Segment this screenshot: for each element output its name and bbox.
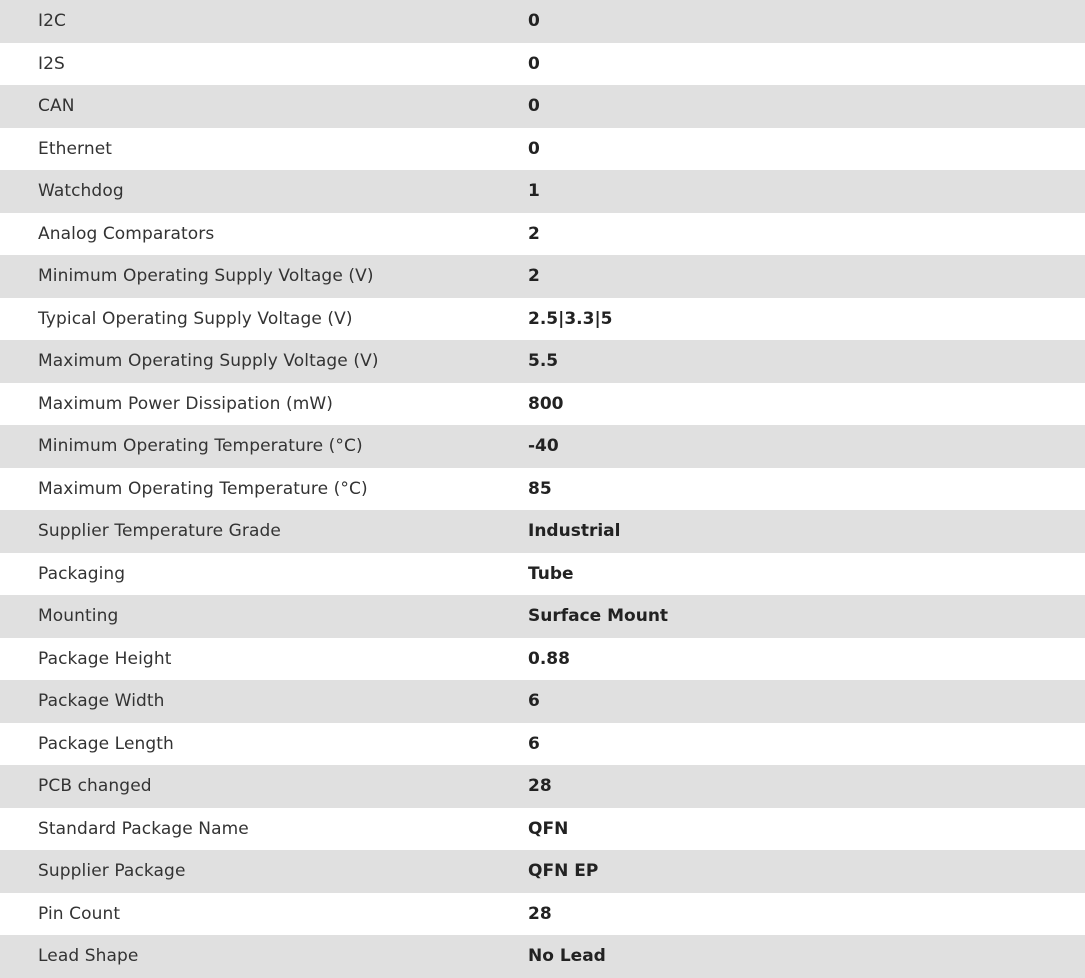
- spec-value: 1: [528, 181, 540, 202]
- spec-value: 2: [528, 266, 540, 287]
- spec-label: Package Width: [38, 691, 165, 712]
- spec-label: Maximum Power Dissipation (mW): [38, 393, 334, 414]
- spec-row-package-width: [0, 680, 1085, 723]
- spec-label: Watchdog: [38, 181, 124, 202]
- spec-row-standard-package-name: [0, 808, 1085, 851]
- spec-value: 6: [528, 691, 540, 712]
- spec-value: No Lead: [528, 946, 606, 967]
- spec-value: 28: [528, 776, 552, 797]
- spec-label: Pin Count: [38, 903, 121, 924]
- spec-value: 85: [528, 478, 552, 499]
- spec-value: 2: [528, 223, 540, 244]
- spec-row-pin-count: [0, 893, 1085, 936]
- spec-label: Analog Comparators: [38, 223, 215, 244]
- spec-row-watchdog: [0, 170, 1085, 213]
- spec-value: Surface Mount: [528, 606, 669, 627]
- spec-row-min-supply-voltage: [0, 255, 1085, 298]
- spec-label: PCB changed: [38, 776, 152, 797]
- spec-value: 800: [528, 393, 564, 414]
- spec-label: Ethernet: [38, 138, 113, 159]
- spec-row-package-height: [0, 638, 1085, 681]
- spec-label: Package Height: [38, 648, 172, 669]
- spec-row-i2s: [0, 43, 1085, 86]
- spec-value: -40: [528, 436, 559, 457]
- spec-value: 5.5: [528, 351, 559, 372]
- spec-row-max-operating-temperature: [0, 468, 1085, 511]
- spec-row-supplier-package: [0, 850, 1085, 893]
- spec-label: Minimum Operating Temperature (°C): [38, 436, 363, 457]
- spec-label: Mounting: [38, 606, 119, 627]
- spec-row-max-supply-voltage: [0, 340, 1085, 383]
- spec-value: 0.88: [528, 648, 570, 669]
- spec-row-min-operating-temperature: [0, 425, 1085, 468]
- spec-label: I2C: [38, 11, 66, 32]
- spec-row-packaging: [0, 553, 1085, 596]
- spec-row-can: [0, 85, 1085, 128]
- spec-value: 6: [528, 733, 540, 754]
- spec-value: 0: [528, 11, 540, 32]
- spec-row-mounting: [0, 595, 1085, 638]
- spec-label: Maximum Operating Supply Voltage (V): [38, 351, 379, 372]
- spec-label: Package Length: [38, 733, 174, 754]
- spec-row-package-length: [0, 723, 1085, 766]
- spec-value: 0: [528, 53, 540, 74]
- spec-value: QFN EP: [528, 861, 599, 882]
- spec-value: QFN: [528, 818, 569, 839]
- spec-row-ethernet: [0, 128, 1085, 171]
- spec-row-max-power-dissipation: [0, 383, 1085, 426]
- spec-label: Maximum Operating Temperature (°C): [38, 478, 368, 499]
- spec-row-i2c: [0, 0, 1085, 43]
- spec-row-analog-comparators: [0, 213, 1085, 256]
- spec-label: I2S: [38, 53, 65, 74]
- spec-value: 0: [528, 138, 540, 159]
- spec-label: Minimum Operating Supply Voltage (V): [38, 266, 374, 287]
- spec-label: CAN: [38, 96, 75, 117]
- spec-label: Supplier Temperature Grade: [38, 521, 281, 542]
- spec-row-supplier-temperature-grade: [0, 510, 1085, 553]
- spec-label: Typical Operating Supply Voltage (V): [38, 308, 353, 329]
- spec-value: Industrial: [528, 521, 621, 542]
- spec-value: Tube: [528, 563, 574, 584]
- spec-value: 28: [528, 903, 552, 924]
- spec-row-typical-supply-voltage: [0, 298, 1085, 341]
- spec-label: Lead Shape: [38, 946, 139, 967]
- spec-label: Packaging: [38, 563, 126, 584]
- spec-label: Standard Package Name: [38, 818, 249, 839]
- spec-row-lead-shape: [0, 935, 1085, 978]
- spec-value: 0: [528, 96, 540, 117]
- spec-row-pcb-changed: [0, 765, 1085, 808]
- spec-label: Supplier Package: [38, 861, 186, 882]
- spec-value: 2.5|3.3|5: [528, 308, 613, 329]
